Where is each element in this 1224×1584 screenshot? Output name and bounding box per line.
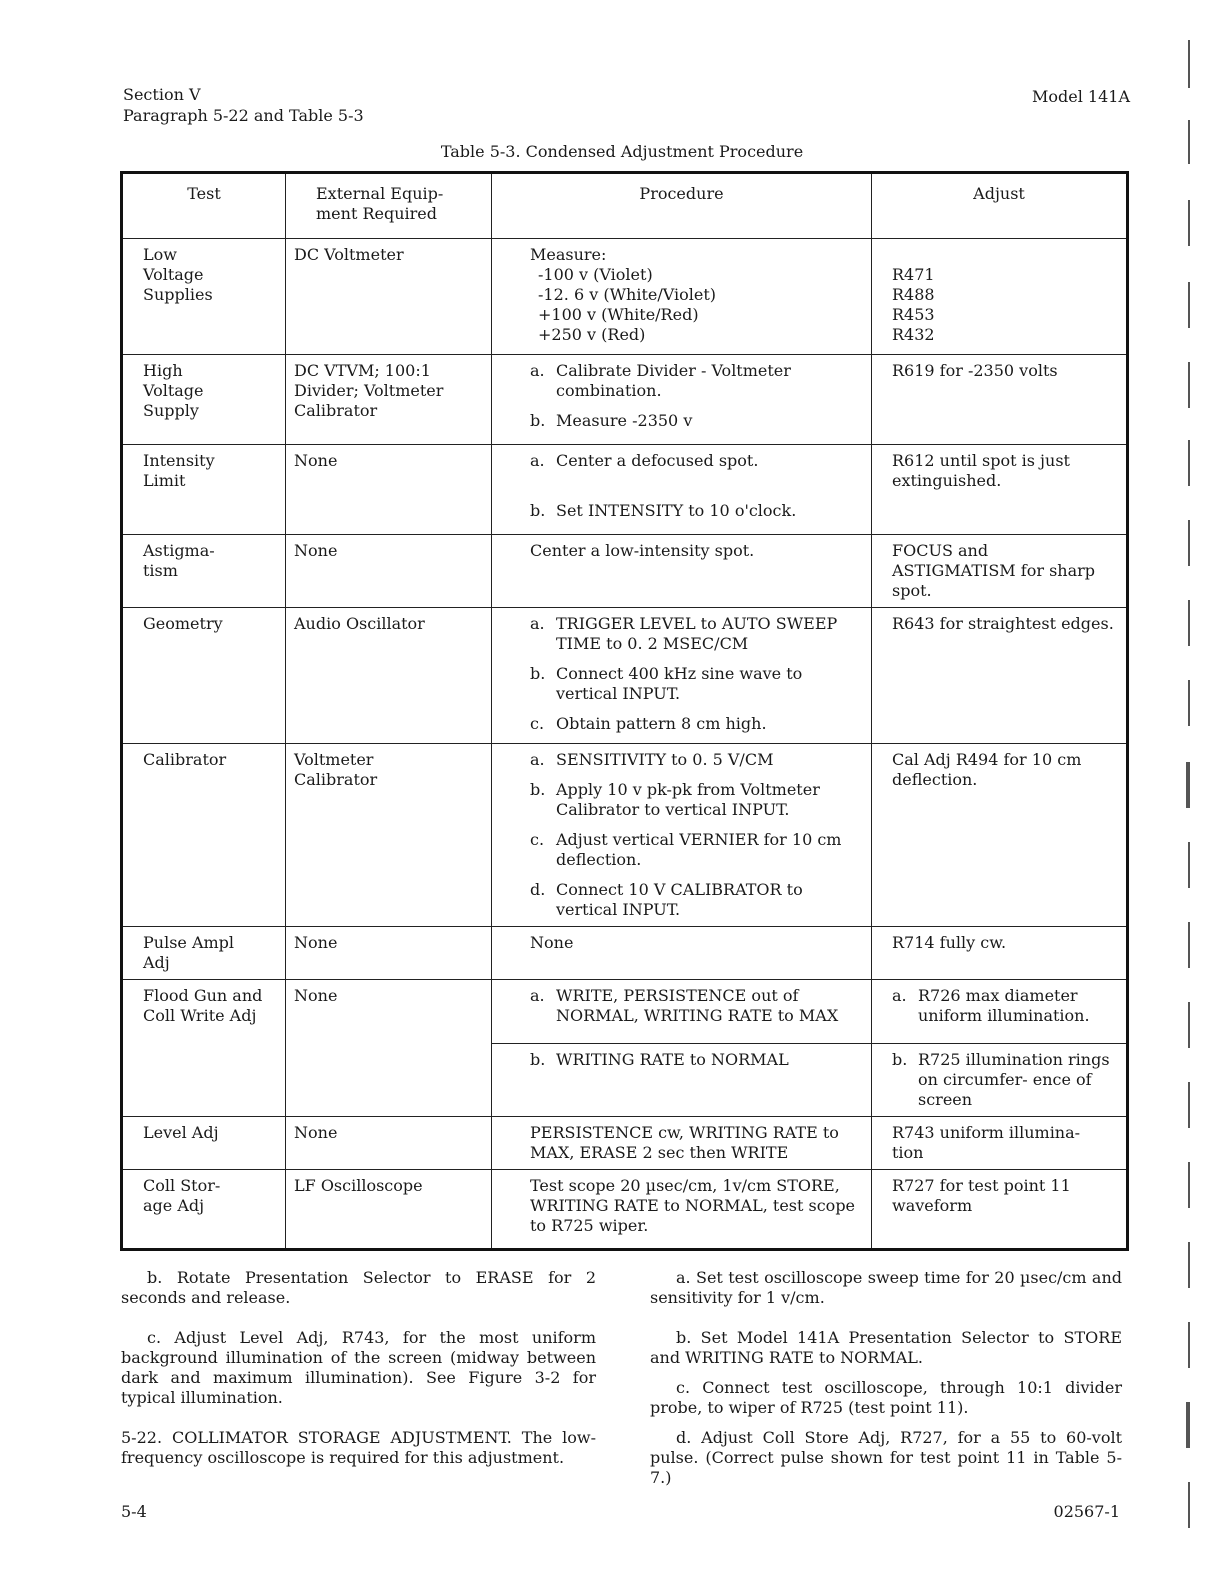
cell-equipment: None (286, 1117, 492, 1170)
body-paragraph: a. Set test oscilloscope sweep time for 20 µsec/cm and sensitivity for 1 v/cm. (650, 1268, 1122, 1307)
cell-procedure (492, 1044, 872, 1117)
cell-procedure (492, 980, 872, 1044)
scan-edge-mark (1188, 40, 1190, 88)
page-number: 5-4 (121, 1502, 147, 1521)
scan-edge-mark (1188, 362, 1190, 408)
scan-edge-mark (1188, 680, 1190, 726)
cell-equipment: None (286, 927, 492, 980)
cell-test: Low Voltage Supplies (122, 239, 286, 355)
cell-test: Pulse Ampl Adj (122, 927, 286, 980)
cell-adjust: R643 for straightest edges. (872, 608, 1128, 744)
cell-procedure: Center a low-intensity spot. (492, 535, 872, 608)
adjust-line: R471 (892, 265, 935, 284)
procedure-step: c. Adjust vertical VERNIER for 10 cm deflection. (530, 830, 842, 869)
table-row (122, 1170, 1128, 1250)
body-paragraph: b. Rotate Presentation Selector to ERASE for 2 seconds and release. (121, 1268, 596, 1307)
cell-adjust: R714 fully cw. (872, 927, 1128, 980)
procedure-step: a. SENSITIVITY to 0. 5 V/CM (530, 750, 774, 769)
table-row (122, 239, 1128, 355)
scan-edge-mark (1188, 1162, 1190, 1208)
table-header-row (122, 173, 1128, 239)
cell-equipment: None (286, 980, 492, 1117)
cell-procedure (492, 355, 872, 445)
scan-edge-mark (1188, 600, 1190, 646)
cell-procedure: Test scope 20 µsec/cm, 1v/cm STORE, WRITING RATE to NORMAL, test scope to R725 wiper. (492, 1170, 872, 1250)
scan-edge-mark (1188, 1482, 1190, 1528)
procedure-line: -12. 6 v (White/Violet) (538, 285, 717, 304)
cell-equipment: DC VTVM; 100:1 Divider; Voltmeter Calibrator (286, 355, 492, 445)
procedure-step: c. Obtain pattern 8 cm high. (530, 714, 767, 733)
scan-edge-mark (1186, 1402, 1190, 1448)
cell-test: Level Adj (122, 1117, 286, 1170)
table-row (122, 355, 1128, 445)
table-row (122, 535, 1128, 608)
scan-edge-mark (1188, 1242, 1190, 1288)
model-label: Model 141A (1031, 87, 1130, 106)
procedure-intro: Measure: (530, 245, 607, 264)
procedure-step: b. Connect 400 kHz sine wave to vertical INPUT. (530, 664, 803, 703)
cell-test: Astigma- tism (122, 535, 286, 608)
adjust-line: R453 (892, 305, 935, 324)
cell-adjust: Cal Adj R494 for 10 cm deflection. (872, 744, 1128, 927)
header-procedure: Procedure (492, 173, 872, 239)
procedure-step: a. Calibrate Divider - Voltmeter combination. (530, 361, 791, 400)
scan-edge-mark (1188, 282, 1190, 328)
adjust-line: R432 (892, 325, 935, 344)
procedure-step: b. Apply 10 v pk-pk from Voltmeter Calibrator to vertical INPUT. (530, 780, 820, 819)
cell-equipment: Voltmeter Calibrator (286, 744, 492, 927)
cell-test: High Voltage Supply (122, 355, 286, 445)
body-paragraph: c. Adjust Level Adj, R743, for the most uniform background illumination of the screen (midway between dark and maximum illumination). See Figure 3-2 for typical illumination. (121, 1328, 596, 1407)
table-row (122, 1117, 1128, 1170)
scan-edge-mark (1188, 1322, 1190, 1368)
cell-procedure: PERSISTENCE cw, WRITING RATE to MAX, ERASE 2 sec then WRITE (492, 1117, 872, 1170)
cell-adjust: FOCUS and ASTIGMATISM for sharp spot. (872, 535, 1128, 608)
adjust-step: a. R726 max diameter uniform illumination. (892, 986, 1090, 1025)
cell-procedure (492, 445, 872, 535)
cell-procedure (492, 744, 872, 927)
paragraph-label: Paragraph 5-22 and Table 5-3 (123, 106, 364, 125)
header-test: Test (122, 173, 286, 239)
cell-adjust: R612 until spot is just extinguished. (872, 445, 1128, 535)
procedure-step: b. Set INTENSITY to 10 o'clock. (530, 501, 797, 520)
cell-adjust (872, 980, 1128, 1044)
scan-edge-mark (1188, 200, 1190, 246)
cell-equipment: DC Voltmeter (286, 239, 492, 355)
scan-edge-mark (1188, 440, 1190, 486)
cell-test: Calibrator (122, 744, 286, 927)
procedure-step: a. Center a defocused spot. (530, 451, 759, 470)
scan-edge-mark (1188, 1002, 1190, 1048)
procedure-step: a. TRIGGER LEVEL to AUTO SWEEP TIME to 0. 2 MSEC/CM (530, 614, 838, 653)
cell-equipment: None (286, 445, 492, 535)
table-caption: Table 5-3. Condensed Adjustment Procedure (440, 142, 804, 161)
section-heading-paragraph: 5-22. COLLIMATOR STORAGE ADJUSTMENT. The low-frequency oscilloscope is required for this adjustment. (121, 1428, 596, 1467)
table-row (122, 608, 1128, 744)
procedure-step: d. Connect 10 V CALIBRATOR to vertical INPUT. (530, 880, 803, 919)
cell-adjust (872, 239, 1128, 355)
table-row (122, 744, 1128, 927)
scan-edge-mark (1188, 842, 1190, 888)
cell-adjust (872, 1044, 1128, 1117)
adjust-step: b. R725 illumination rings on circumfer- ence of screen (892, 1050, 1110, 1109)
scan-edge-mark (1188, 922, 1190, 968)
cell-equipment: None (286, 535, 492, 608)
cell-procedure: None (492, 927, 872, 980)
document-number: 02567-1 (1053, 1502, 1120, 1521)
scan-edge-mark (1188, 520, 1190, 566)
adjust-line: R488 (892, 285, 935, 304)
cell-test: Geometry (122, 608, 286, 744)
cell-adjust: R619 for -2350 volts (872, 355, 1128, 445)
scan-edge-mark (1188, 120, 1190, 164)
cell-test: Flood Gun and Coll Write Adj (122, 980, 286, 1117)
body-right-column (650, 1268, 1122, 1498)
scan-edge-mark (1186, 762, 1190, 808)
section-label: Section V (123, 85, 201, 104)
cell-procedure (492, 239, 872, 355)
cell-equipment: Audio Oscillator (286, 608, 492, 744)
table-row (122, 980, 1128, 1044)
body-paragraph: d. Adjust Coll Store Adj, R727, for a 55 to 60-volt pulse. (Correct pulse shown for test point 11 in Table 5-7.) (650, 1428, 1122, 1487)
header-adjust: Adjust (872, 173, 1128, 239)
cell-equipment: LF Oscilloscope (286, 1170, 492, 1250)
table-row (122, 445, 1128, 535)
procedure-line: +250 v (Red) (538, 325, 646, 344)
procedure-step: a. WRITE, PERSISTENCE out of NORMAL, WRITING RATE to MAX (530, 986, 839, 1025)
cell-procedure (492, 608, 872, 744)
cell-adjust: R743 uniform illumina- tion (872, 1117, 1128, 1170)
procedure-step: b. WRITING RATE to NORMAL (530, 1050, 789, 1069)
body-left-column (121, 1268, 596, 1488)
adjustment-table (120, 171, 1129, 1251)
procedure-line: -100 v (Violet) (538, 265, 653, 284)
scan-edge-mark (1188, 1082, 1190, 1128)
procedure-step: b. Measure -2350 v (530, 411, 693, 430)
cell-test: Intensity Limit (122, 445, 286, 535)
header-equipment: External Equip- ment Required (286, 173, 492, 239)
cell-adjust: R727 for test point 11 waveform (872, 1170, 1128, 1250)
table-row (122, 927, 1128, 980)
procedure-line: +100 v (White/Red) (538, 305, 699, 324)
page-header-left (123, 84, 364, 126)
body-paragraph: b. Set Model 141A Presentation Selector to STORE and WRITING RATE to NORMAL. (650, 1328, 1122, 1367)
cell-test: Coll Stor- age Adj (122, 1170, 286, 1250)
body-paragraph: c. Connect test oscilloscope, through 10:1 divider probe, to wiper of R725 (test point 11). (650, 1378, 1122, 1417)
